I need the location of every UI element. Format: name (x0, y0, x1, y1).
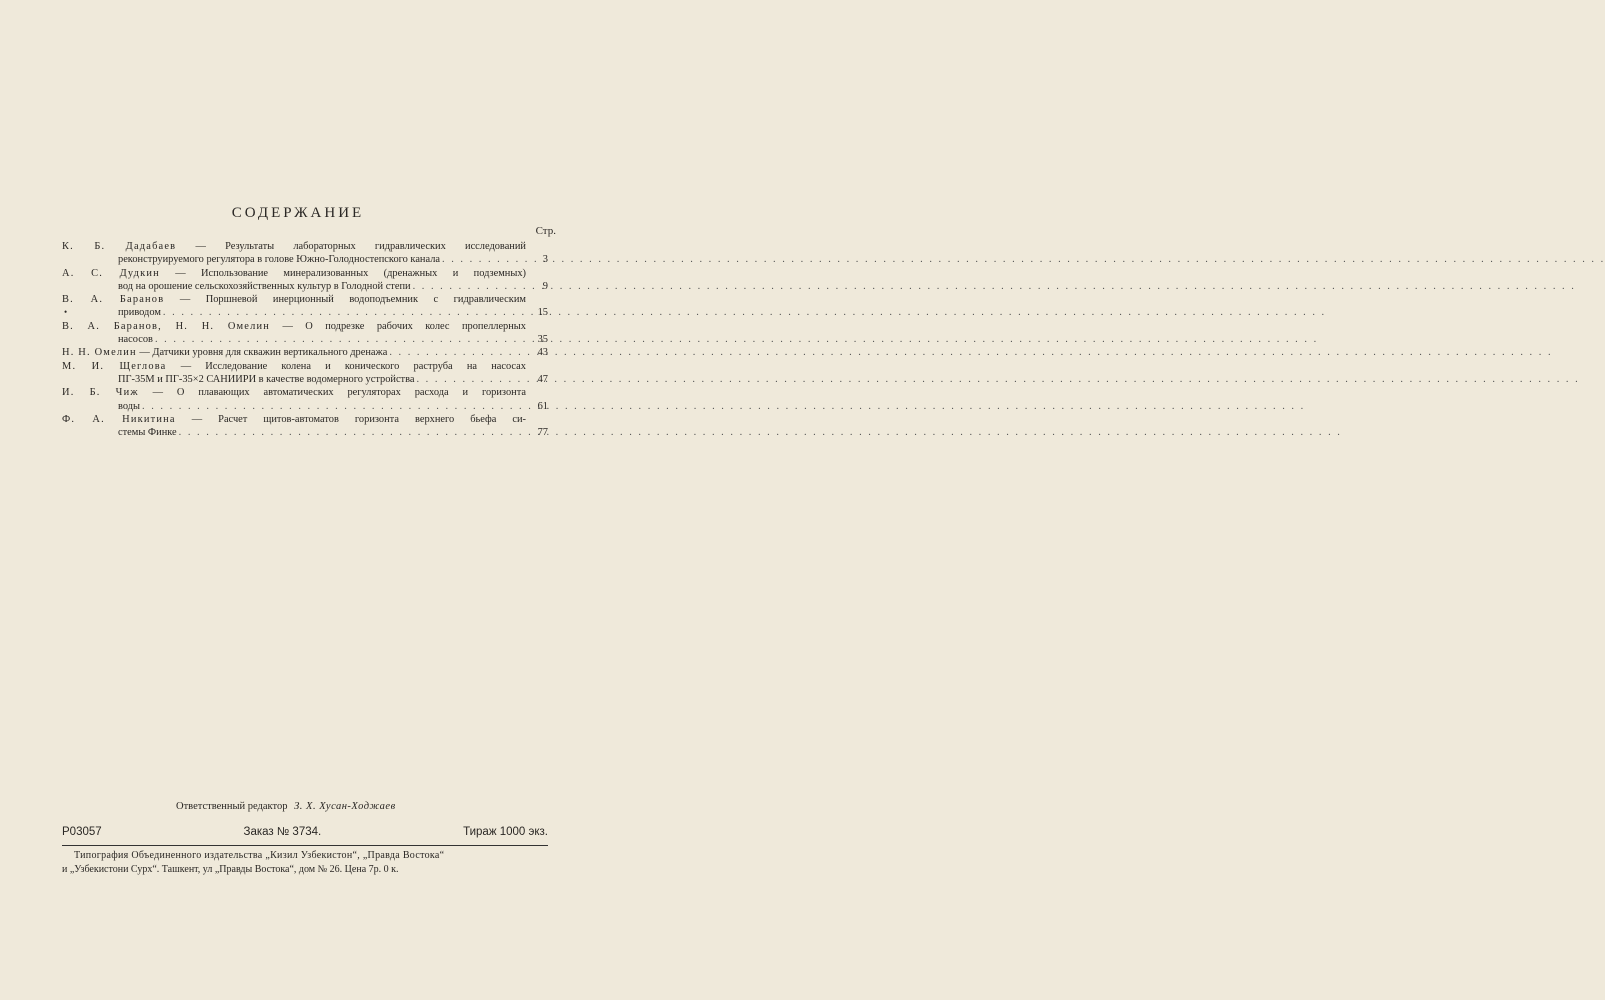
printer-line-1: Типография Объединенного издательства „Кизил Узбекистон“, „Правда Востока“ (74, 850, 445, 861)
publication-info (62, 826, 548, 838)
entry-line (62, 320, 548, 333)
stray-mark: • (64, 307, 68, 318)
entry-line (62, 346, 548, 359)
entry-author: А. С. Дудкин (62, 267, 160, 279)
contents-entry (62, 267, 548, 294)
entry-author: М. И. Щеглова (62, 360, 167, 372)
editor-line (176, 801, 396, 812)
editor-label: Ответственный редактор (176, 801, 288, 812)
entry-line (62, 400, 548, 413)
entry-title-text: — О плавающих автоматических регуляторах расхода и горизонта (152, 387, 526, 399)
entry-line (62, 360, 548, 373)
entry-page-number: 43 (537, 347, 548, 359)
dot-leader (179, 426, 524, 439)
entry-title-text: — Поршневой инерционный водоподъемник с гидравлическим (179, 294, 526, 306)
contents-entry (62, 346, 548, 359)
entry-title-text: — Использование минерализованных (дренажных и подземных) (175, 267, 526, 279)
dot-leader (163, 306, 524, 319)
entry-page-number: 47 (537, 373, 548, 385)
entry-line (62, 426, 548, 439)
dot-leader (142, 400, 524, 413)
publication-code: Р03057 (62, 826, 102, 838)
entry-line (62, 413, 548, 426)
contents-list (62, 240, 548, 439)
entry-line (62, 280, 548, 293)
entry-page-number: 9 (542, 280, 548, 292)
entry-page-number: 3 (542, 254, 548, 266)
entry-line (62, 333, 548, 346)
dot-leader (442, 253, 524, 266)
document-page (0, 0, 596, 1000)
entry-author: К. Б. Дадабаев (62, 241, 177, 252)
entry-line (62, 240, 548, 253)
entry-author: В. А. Баранов, Н. Н. Омелин (62, 320, 271, 332)
entry-title-text: — Исследование колена и конического раструба на насосах (180, 360, 526, 372)
circulation: Тираж 1000 экз. (463, 826, 548, 838)
contents-entry (62, 360, 548, 387)
entry-line (62, 253, 548, 266)
entry-title-text: реконструируемого регулятора в голове Южно-Голодностепского канала (118, 254, 440, 266)
printer-info (62, 849, 552, 877)
entry-author: Ф. А. Никитина (62, 413, 176, 425)
dot-leader (416, 373, 524, 386)
entry-page-number: 77 (537, 427, 548, 439)
entry-title-text: — Датчики уровня для скважин вертикального дренажа (139, 347, 388, 359)
contents-entry (62, 386, 548, 413)
entry-author: В. А. Баранов (62, 294, 165, 306)
dot-leader (155, 333, 524, 346)
divider (62, 845, 548, 846)
dot-leader (413, 280, 524, 293)
entry-page-number: 15 (537, 307, 548, 319)
entry-page-number: 35 (537, 334, 548, 346)
contents-entry (62, 320, 548, 347)
contents-title: СОДЕРЖАНИЕ (231, 205, 365, 221)
entry-author: И. Б. Чиж (62, 387, 139, 399)
dot-leader (389, 346, 524, 359)
entry-line (62, 306, 548, 319)
contents-entry (62, 240, 548, 267)
entry-line (62, 267, 548, 280)
entry-line (62, 386, 548, 399)
contents-entry (62, 293, 548, 320)
entry-page-number: 61 (537, 400, 548, 412)
printer-line-2: и „Узбекистони Сурх“. Ташкент, ул „Правды Востока“, дом № 26. Цена 7р. 0 к. (62, 864, 399, 875)
entry-title-text: воды (118, 400, 140, 412)
entry-line (62, 293, 548, 306)
entry-title-text: — О подрезке рабочих колес пропеллерных (282, 320, 526, 332)
entry-title-text: ПГ-35М и ПГ-35×2 САНИИРИ в качестве водомерного устройства (118, 373, 415, 385)
order-number: Заказ № 3734. (243, 826, 322, 838)
entry-title-text: — Результаты лабораторных гидравлических исследований (195, 241, 526, 252)
entry-author: Н. Н. Омелин (62, 347, 137, 359)
contents-entry (62, 413, 548, 440)
entry-title-text: насосов (118, 334, 153, 346)
entry-title-text: стемы Финке (118, 427, 177, 439)
entry-title-text: вод на орошение сельскохозяйственных культур в Голодной степи (118, 280, 411, 292)
page-column-header: Стр. (535, 225, 556, 237)
entry-title-text: — Расчет щитов-автоматов горизонта верхнего бьефа си- (191, 413, 526, 425)
entry-title-text: приводом (118, 307, 161, 319)
entry-line (62, 373, 548, 386)
editor-name: З. Х. Хусан-Ходжаев (294, 801, 396, 812)
